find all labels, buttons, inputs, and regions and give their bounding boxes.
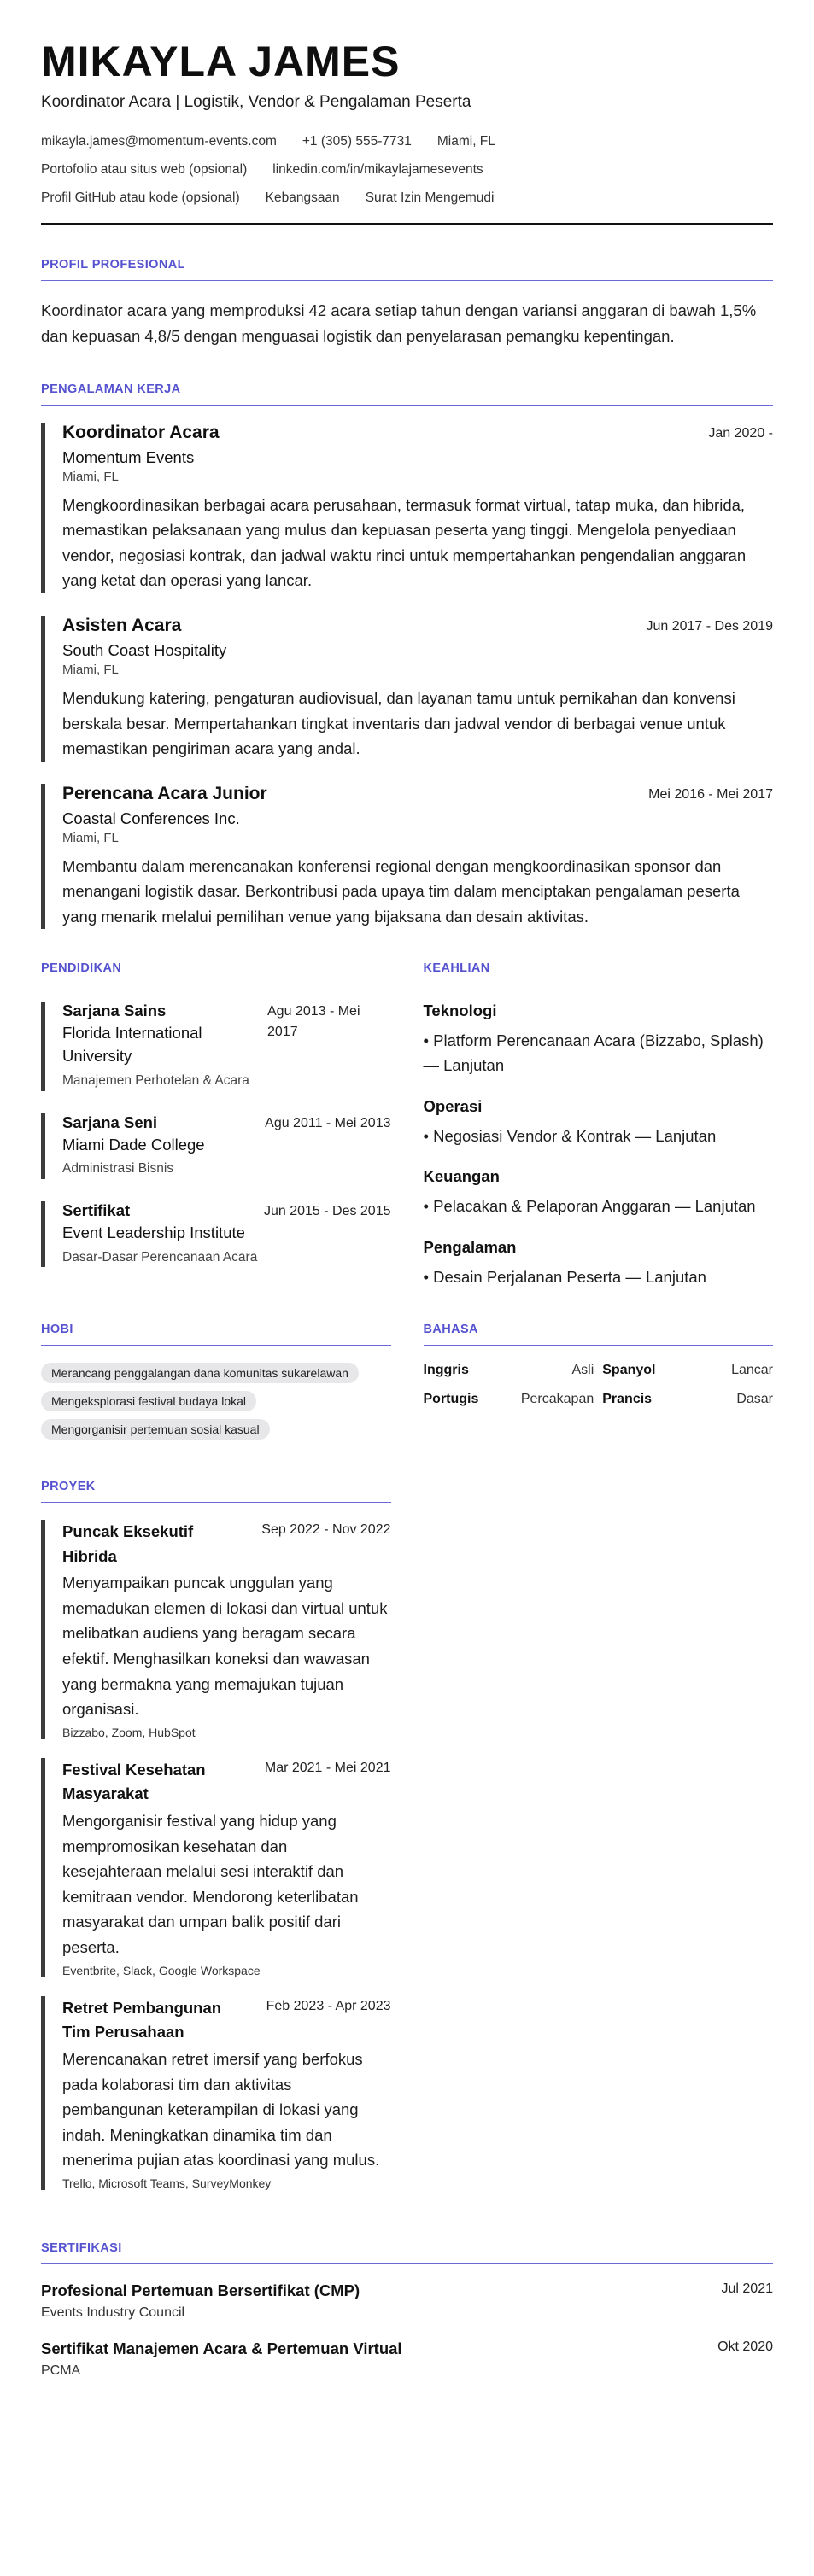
portfolio-link[interactable]: Portofolio atau situs web (opsional) [41,161,248,177]
candidate-name: MIKAYLA JAMES [41,38,401,85]
phone-number: +1 (305) 555-7731 [302,133,412,149]
job-location: Miami, FL [62,830,119,845]
certification-entry [41,2281,773,2321]
language-name: Portugis [423,1391,479,1406]
degree: Sertifikat [62,1200,131,1219]
skill-item: • Negosiasi Vendor & Kontrak — Lanjutan [423,1126,717,1145]
school: Miami Dade College [62,1135,205,1154]
degree: Sarjana Seni [62,1113,158,1131]
section-title: PROFIL PROFESIONAL [41,258,773,281]
job-description: Mendukung katering, pengaturan audiovisual, dan layanan tamu untuk pernikahan dan konvensi berskala besar. Mempertahankan tingkat inventaris dan jadwal vendor di berbagai venue untuk memastikan pengiriman acara yang andal. [62,688,735,758]
project-title: Festival Kesehatan Masyarakat [62,1760,206,1803]
hobby-tag: Mengeksplorasi festival budaya lokal [41,1391,256,1411]
hobby-list [41,1363,391,1447]
language-item [424,1363,594,1378]
project-entry [41,1520,391,1739]
section-title: BAHASA [424,1323,774,1346]
project-description: Mengorganisir festival yang hidup yang mempromosikan kesehatan dan kesejahteraan melalui sesi interaktif dan kemitraan vendor. Mendorong keterlibatan masyarakat dan umpan balik positif dari peserta. [62,1812,359,1957]
school: Florida International University [62,1024,202,1066]
education-entry [41,1201,391,1267]
project-date: Mar 2021 - Mei 2021 [264,1760,391,1775]
contact-row [41,134,773,149]
job-title: Perencana Acara Junior [62,783,267,803]
job-entry [41,616,773,762]
language-item [602,1392,773,1407]
certification-name: Sertifikat Manajemen Acara & Pertemuan Virtual [41,2339,402,2357]
certification-issuer: Events Industry Council [41,2304,185,2320]
education-section [41,961,391,1289]
job-company: South Coast Hospitality [62,640,227,659]
education-entry [41,1002,391,1090]
project-description: Merencanakan retret imersif yang berfokus pada kolaborasi tim dan aktivitas pembangunan keterampilan di lokasi yang indah. Meningkatkan dinamika tim dan menerima pujian atas koordinasi yang mulus. [62,2049,380,2170]
skill-item: • Platform Perencanaan Acara (Bizzabo, Splash) — Lanjutan [423,1031,764,1075]
empty-column [424,1480,774,2209]
education-date: Jun 2015 - Des 2015 [263,1203,391,1218]
certifications-section [41,2241,773,2379]
degree: Sarjana Sains [62,1002,167,1020]
language-level: Asli [571,1362,594,1377]
project-title: Puncak Eksekutif Hibrida [62,1522,194,1565]
skills-list [424,1002,774,1289]
school: Event Leadership Institute [62,1223,245,1241]
field-of-study: Manajemen Perhotelan & Acara [62,1073,249,1089]
job-date: Jan 2020 - [708,425,773,441]
hobbies-section [41,1323,391,1447]
job-title: Asisten Acara [62,615,182,635]
language-name: Inggris [423,1362,469,1377]
project-title: Retret Pembangunan Tim Perusahaan [62,1998,222,2042]
nationality: Kebangsaan [265,190,340,205]
hobby-tag: Mengorganisir pertemuan sosial kasual [41,1419,270,1440]
projects-row [41,1480,773,2209]
summary-section [41,258,773,350]
job-date: Mei 2016 - Mei 2017 [648,786,773,802]
drivers-license: Surat Izin Mengemudi [365,190,495,205]
project-entry [41,1996,391,2190]
job-description: Mengkoordinasikan berbagai acara perusahaan, termasuk format virtual, tatap muka, dan hibrida, memastikan pelaksanaan yang mulus dan kepuasan peserta yang tinggi. Mengelola penyediaan vendor, negosiasi kontrak, dan jadwal waktu rinci untuk mempertahankan pengendalian anggaran yang ketat dan operasi yang lancar. [62,495,747,590]
certification-entry [41,2339,773,2379]
certification-issuer: PCMA [41,2363,81,2378]
github-link[interactable]: Profil GitHub atau kode (opsional) [41,190,240,205]
certification-date: Okt 2020 [717,2339,773,2354]
skill-category: Teknologi [423,1002,497,1020]
job-location: Miami, FL [62,662,119,677]
education-date: Agu 2011 - Mei 2013 [265,1115,391,1130]
languages-section [424,1323,774,1447]
education-date: Agu 2013 - Mei 2017 [267,1004,360,1039]
hobby-tag: Merancang penggalangan dana komunitas sukarelawan [41,1363,359,1383]
language-item [602,1363,773,1378]
summary-text: Koordinator acara yang memproduksi 42 acara setiap tahun dengan variansi anggaran di bawah 1,5% dan kepuasan 4,8/5 dengan menguasai logistik dan penyelarasan pemangku kepentingan. [41,301,757,346]
section-title: PROYEK [41,1480,391,1503]
resume-header [41,39,773,225]
contact-info [41,134,773,206]
language-list [424,1363,774,1407]
job-title: Koordinator Acara [62,422,220,442]
section-title: SERTIFIKASI [41,2241,773,2264]
language-level: Percakapan [520,1391,594,1406]
candidate-role: Koordinator Acara | Logistik, Vendor & Pengalaman Peserta [41,92,471,111]
education-skills-row [41,961,773,1289]
email-link[interactable]: mikayla.james@momentum-events.com [41,133,277,149]
project-date: Sep 2022 - Nov 2022 [261,1522,391,1537]
header-divider [41,223,773,225]
language-item [424,1392,594,1407]
language-level: Lancar [731,1362,773,1377]
project-entry [41,1758,391,1977]
project-date: Feb 2023 - Apr 2023 [266,1998,391,2013]
section-title: HOBI [41,1323,391,1346]
skill-item: • Desain Perjalanan Peserta — Lanjutan [423,1268,706,1287]
section-title: KEAHLIAN [424,961,774,984]
field-of-study: Administrasi Bisnis [62,1161,174,1177]
contact-row [41,190,773,206]
job-company: Coastal Conferences Inc. [62,809,240,827]
job-description: Membantu dalam merencanakan konferensi regional dengan mengkoordinasikan sponsor dan menangani logistik dasar. Berkontribusi pada upaya tim dalam menciptakan pengalaman peserta yang menarik melalui pemilihan venue yang bijaksana dan desain aktivitas. [62,856,740,926]
skill-item: • Pelacakan & Pelaporan Anggaran — Lanjutan [423,1197,756,1216]
skill-category: Keuangan [423,1167,500,1186]
certification-name: Profesional Pertemuan Bersertifikat (CMP) [41,2281,360,2299]
job-location: Miami, FL [62,469,119,484]
language-name: Spanyol [602,1362,656,1377]
language-name: Prancis [602,1391,653,1406]
job-entry [41,784,773,930]
job-entry [41,423,773,593]
linkedin-link[interactable]: linkedin.com/in/mikaylajamesevents [272,161,483,177]
project-description: Menyampaikan puncak unggulan yang memadukan elemen di lokasi dan virtual untuk melibatkan audiens yang beragam secara efektif. Menghasilkan koneksi dan wawasan yang bermakna yang memajukan tujuan organisasi. [62,1574,388,1719]
job-company: Momentum Events [62,447,195,466]
project-tools: Trello, Microsoft Teams, SurveyMonkey [62,2176,272,2190]
location: Miami, FL [436,133,495,149]
hobbies-languages-row [41,1323,773,1447]
language-level: Dasar [736,1391,773,1406]
contact-row [41,162,773,178]
section-title: PENGALAMAN KERJA [41,383,773,406]
projects-section [41,1480,391,2209]
skill-category: Pengalaman [423,1238,517,1257]
experience-section [41,383,773,930]
project-tools: Bizzabo, Zoom, HubSpot [62,1725,196,1739]
skills-section [424,961,774,1289]
section-title: PENDIDIKAN [41,961,391,984]
certification-date: Jul 2021 [721,2281,773,2296]
job-date: Jun 2017 - Des 2019 [646,618,773,634]
education-entry [41,1113,391,1179]
project-tools: Eventbrite, Slack, Google Workspace [62,1963,261,1977]
skill-category: Operasi [423,1096,483,1115]
field-of-study: Dasar-Dasar Perencanaan Acara [62,1249,258,1265]
